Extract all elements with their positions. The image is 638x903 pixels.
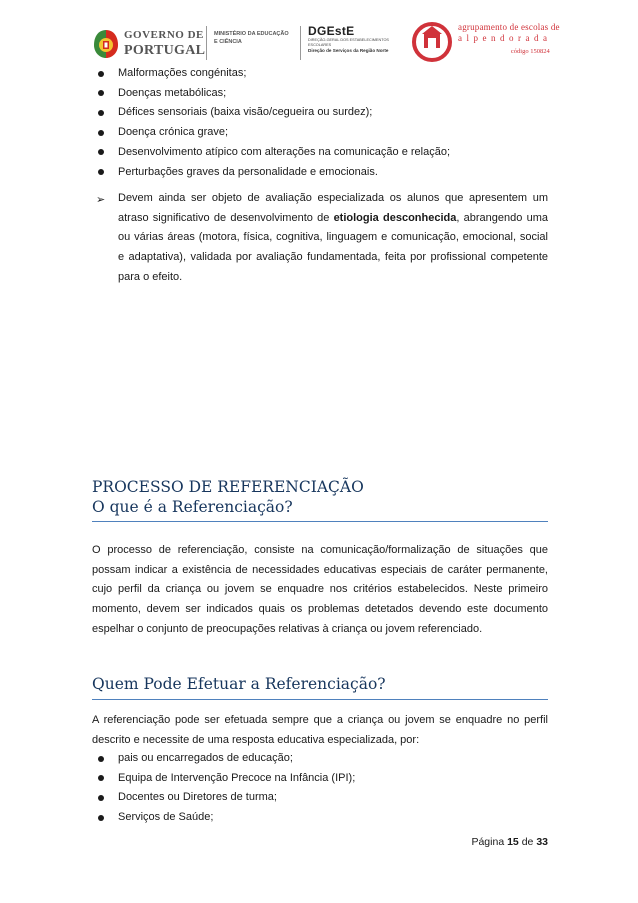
- section2-body: A referenciação pode ser efetuada sempre que a criança ou jovem se enquadre no perfil descrito e necessite de uma resposta educativa especializada, por:: [92, 714, 548, 746]
- header-divider: [300, 26, 301, 60]
- governo-portugal-logo: [90, 24, 206, 64]
- page-number: 15: [507, 836, 519, 848]
- agrupamento-code: código 150824: [510, 48, 550, 55]
- gov-line2: PORTUGAL: [124, 43, 206, 58]
- referrer-list: [92, 749, 548, 828]
- list-item: Desenvolvimento atípico com alterações na comunicação e relação;: [92, 143, 548, 163]
- condition-list: [92, 64, 548, 182]
- section-referenciacao: [92, 477, 548, 522]
- page-of-label: de: [521, 836, 534, 848]
- gov-line1: GOVERNO DE: [124, 29, 204, 41]
- section-subtitle: O que é a Referenciação?: [92, 498, 293, 516]
- ministerio-line2: E CIÊNCIA: [214, 39, 242, 45]
- ministerio-line1: MINISTÉRIO DA EDUCAÇÃO: [214, 31, 289, 37]
- list-item: Défices sensoriais (baixa visão/cegueira ou surdez);: [92, 103, 548, 123]
- list-item: Doença crónica grave;: [92, 123, 548, 143]
- dgeste-title: DGEstE: [308, 24, 355, 38]
- dgeste-logo: [308, 24, 406, 54]
- ministerio-label: [214, 30, 294, 46]
- section1-body: O processo de referenciação, consiste na comunicação/formalização de situações que possam indicar a existência de necessidades educativas especiais de caráter permanente, cujo perfil da criança ou jovem se enquadre nos critérios estabelecidos. Neste primeiro momento, devem ser indicados quais os problemas detetados devendo este documento espelhar o conjunto de preocupações relativas à criança ou jovem referenciado.: [92, 544, 548, 635]
- portugal-emblem-icon: [92, 28, 120, 60]
- agrupamento-line1: agrupamento de escolas de: [458, 22, 560, 32]
- arrow-bullet-icon: ➢: [96, 194, 106, 206]
- heading-rule: [92, 521, 548, 522]
- page-label: Página: [471, 836, 505, 848]
- arrow-text-bold: etiologia desconhecida: [333, 211, 457, 224]
- heading-rule: [92, 699, 548, 700]
- list-item: Malformações congénitas;: [92, 64, 548, 84]
- list-item: pais ou encarregados de educação;: [92, 749, 548, 769]
- dgeste-direction: Direção de Serviços da Região Norte: [308, 48, 389, 53]
- dgeste-subtitle: DIREÇÃO-GERAL DOS ESTABELECIMENTOS ESCOLARES: [308, 38, 389, 47]
- agrupamento-emblem-icon: [412, 20, 452, 64]
- arrow-paragraph-text: [118, 189, 548, 288]
- arrow-text-pre: Devem ainda ser objeto de avaliação especializada os alunos que apresentem um atraso significativo de desenvolvimento de: [118, 192, 548, 224]
- list-item: Docentes ou Diretores de turma;: [92, 788, 548, 808]
- section2-title: Quem Pode Efetuar a Referenciação?: [92, 675, 386, 693]
- page-footer: [400, 836, 548, 848]
- agrupamento-label: [458, 22, 560, 57]
- list-item: Equipa de Intervenção Precoce na Infância (IPI);: [92, 769, 548, 789]
- section-quem-pode: [92, 673, 548, 700]
- list-item: Doenças metabólicas;: [92, 84, 548, 104]
- page-header: [90, 18, 560, 70]
- list-item: Serviços de Saúde;: [92, 808, 548, 828]
- section-title: PROCESSO DE REFERENCIAÇÃO: [92, 478, 364, 496]
- header-divider: [206, 26, 207, 60]
- list-item: Perturbações graves da personalidade e emocionais.: [92, 163, 548, 183]
- arrow-text-post: , abrangendo uma ou várias áreas (motora, física, cognitiva, linguagem e comunicação, emocional, social e adaptativa), validada por avaliação fundamentada, feita por profissional competente para o efeito.: [118, 211, 548, 283]
- agrupamento-line2: alpendorada: [458, 33, 552, 43]
- arrow-paragraph: [92, 189, 548, 288]
- page-total: 33: [536, 836, 548, 848]
